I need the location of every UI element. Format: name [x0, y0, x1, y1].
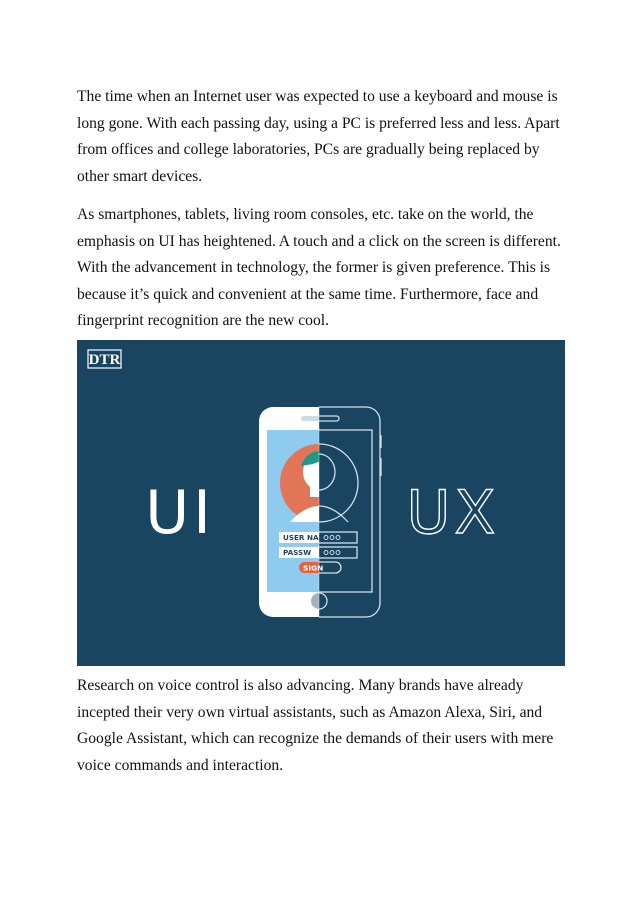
password-dots	[324, 536, 340, 555]
signin-button-label: SIGN	[303, 563, 324, 573]
paragraph-ui-emphasis: As smartphones, tablets, living room consoles, etc. take on the world, the emphasis on UI has heightened. A touch and a click on the screen is different. With the advancement in technology, the former is given preference. This is because it’s quick and convenient at the same time. Furthermore, face and fingerprint recognition are the new cool.	[77, 206, 561, 329]
phone-ui-half	[259, 407, 380, 617]
paragraph-intro: The time when an Internet user was expected to use a keyboard and mouse is long gone. With each passing day, using a PC is preferred less and less. Apart from offices and college laboratories, PCs are gradually being replaced by other smart devices.	[77, 88, 560, 185]
ui-label: UI	[145, 478, 215, 548]
paragraph-voice-control: Research on voice control is also advancing. Many brands have already incepted their very own virtual assistants, such as Amazon Alexa, Siri, and Google Assistant, which can recognize the demands of their users with mere voice commands and interaction.	[77, 677, 554, 774]
password-field-label: PASSW	[283, 548, 312, 557]
logo-text: DTR	[88, 352, 121, 368]
dtr-logo	[88, 350, 121, 368]
ui-ux-illustration	[77, 340, 565, 666]
ux-label: UX	[406, 478, 500, 548]
username-field-label: USER NA	[283, 533, 319, 542]
